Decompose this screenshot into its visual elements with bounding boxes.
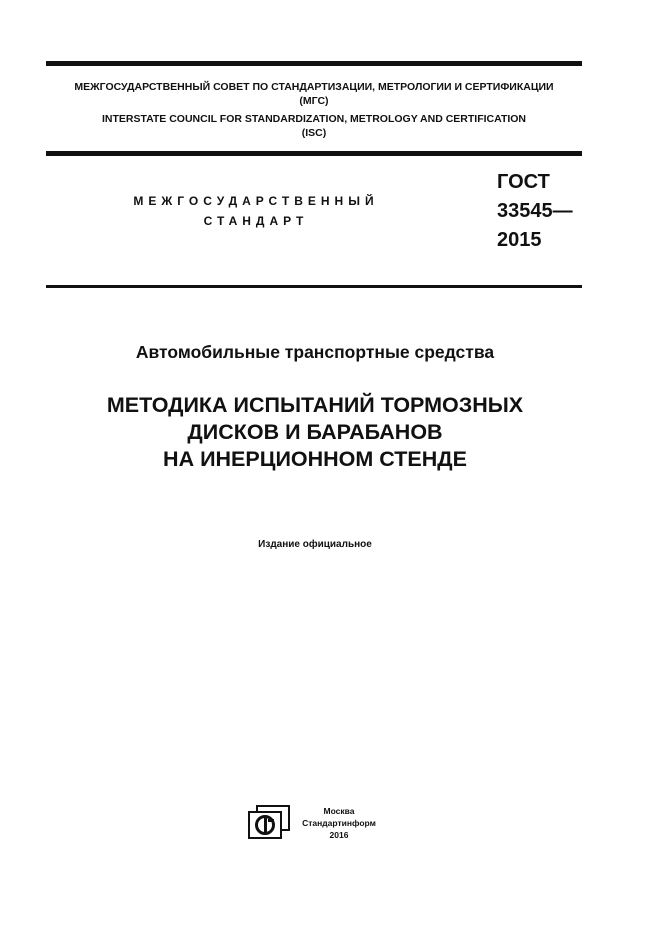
council-ru-abbr: (МГС) <box>299 95 329 107</box>
council-ru <box>46 80 582 108</box>
document-title <box>0 392 630 473</box>
middle-rule <box>46 151 582 156</box>
publisher-year: 2016 <box>329 830 349 840</box>
document-subtitle: Автомобильные транспортные средства <box>135 342 495 362</box>
council-en <box>46 112 582 140</box>
gost-designation <box>497 168 573 255</box>
council-ru-name: МЕЖГОСУДАРСТВЕННЫЙ СОВЕТ ПО СТАНДАРТИЗАЦИИ, МЕТРОЛОГИИ И СЕРТИФИКАЦИИ <box>74 81 554 93</box>
top-rule <box>46 61 582 66</box>
standartinform-logo-icon <box>248 805 290 839</box>
bottom-rule <box>46 285 582 288</box>
standard-type-line2: СТАНДАРТ <box>203 214 309 228</box>
title-line-1: МЕТОДИКА ИСПЫТАНИЙ ТОРМОЗНЫХ <box>106 393 524 417</box>
council-en-abbr: (ISC) <box>301 127 327 139</box>
standard-type <box>96 191 416 231</box>
title-line-3: НА ИНЕРЦИОННОМ СТЕНДЕ <box>163 447 467 471</box>
gost-number: 33545— <box>497 200 573 222</box>
edition-note: Издание официальное <box>258 539 372 550</box>
standard-type-line1: МЕЖГОСУДАРСТВЕННЫЙ <box>133 194 379 208</box>
title-line-2: ДИСКОВ И БАРАБАНОВ <box>187 420 443 444</box>
publisher-name: Стандартинформ <box>302 818 376 828</box>
council-en-name: INTERSTATE COUNCIL FOR STANDARDIZATION, METROLOGY AND CERTIFICATION <box>101 113 527 125</box>
gost-year: 2015 <box>497 229 542 251</box>
publisher-city: Москва <box>323 806 355 816</box>
publisher-block <box>294 805 384 841</box>
gost-label: ГОСТ <box>497 171 550 193</box>
